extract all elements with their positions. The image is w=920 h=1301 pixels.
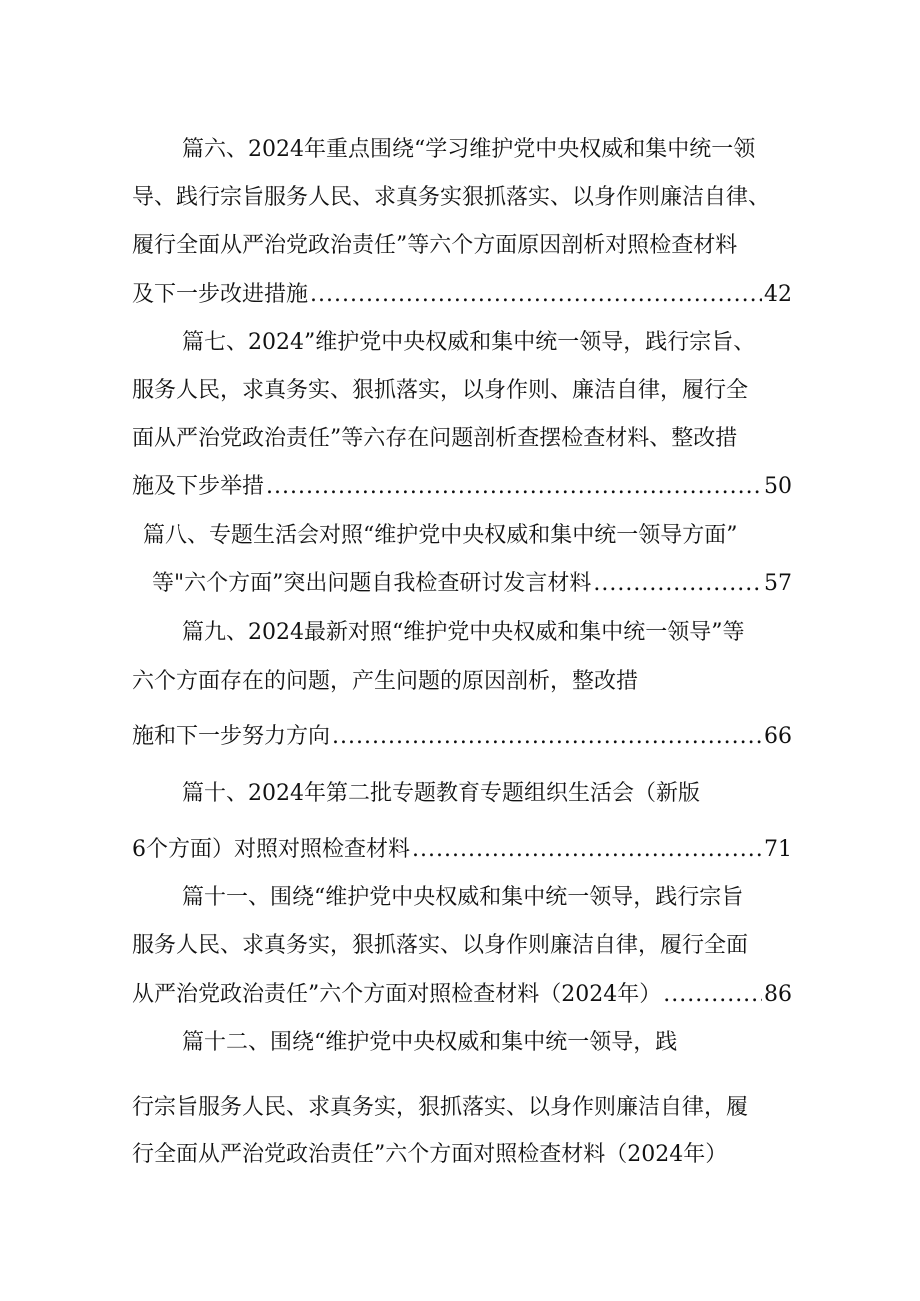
toc-entry-12-line-2: 行宗旨服务人民、求真务实，狠抓落实、以身作则廉洁自律，履 xyxy=(132,1095,749,1120)
toc-entry-6-line-2: 导、践行宗旨服务人民、求真务实狠抓落实、以身作则廉洁自律、 xyxy=(132,185,771,210)
toc-leader-dots xyxy=(412,835,762,865)
toc-leader-dots xyxy=(663,980,762,1010)
toc-entry-8-last-line[interactable] xyxy=(152,569,792,599)
toc-entry-8-last-text: 等"六个方面”突出问题自我检查研讨发言材料 xyxy=(152,571,592,596)
toc-entry-6-last-text: 及下一步改进措施 xyxy=(132,282,309,307)
toc-entry-6-line-1: 篇六、2024年重点围绕“学习维护党中央权威和集中统一领 xyxy=(182,137,756,162)
toc-entry-11-line-1: 篇十一、围绕“维护党中央权威和集中统一领导，践行宗旨 xyxy=(182,885,744,910)
toc-entry-6-last-line[interactable] xyxy=(132,280,792,310)
toc-entry-11-last-text: 从严治党政治责任”六个方面对照检查材料（2024年） xyxy=(132,982,662,1007)
toc-entry-9-last-line[interactable] xyxy=(132,722,792,752)
toc-entry-11-page-number: 86 xyxy=(764,982,792,1007)
toc-entry-9-last-text: 施和下一步努力方向 xyxy=(132,724,331,749)
toc-entry-7-last-text: 施及下步举措 xyxy=(132,474,265,499)
toc-entry-9-page-number: 66 xyxy=(764,724,792,749)
toc-entry-7-last-line[interactable] xyxy=(132,472,792,502)
toc-entry-6-page-number: 42 xyxy=(764,282,792,307)
toc-entry-6-line-3: 履行全面从严治党政治责任”等六个方面原因剖析对照检查材料 xyxy=(132,233,738,258)
toc-entry-10-line-1: 篇十、2024年第二批专题教育专题组织生活会（新版 xyxy=(182,781,700,806)
toc-leader-dots xyxy=(310,280,762,310)
toc-entry-9-line-1: 篇九、2024最新对照“维护党中央权威和集中统一领导”等 xyxy=(182,620,745,645)
toc-leader-dots xyxy=(593,569,762,599)
toc-entry-10-page-number: 71 xyxy=(764,837,792,862)
toc-entry-8-line-1: 篇八、专题生活会对照“维护党中央权威和集中统一领导方面” xyxy=(143,523,738,548)
toc-entry-9-line-2: 六个方面存在的问题，产生问题的原因剖析，整改措 xyxy=(132,669,639,694)
toc-leader-dots xyxy=(332,722,762,752)
toc-leader-dots xyxy=(266,472,762,502)
toc-entry-12-line-3: 行全面从严治党政治责任”六个方面对照检查材料（2024年） xyxy=(132,1142,728,1167)
toc-entry-11-line-2: 服务人民、求真务实，狠抓落实、以身作则廉洁自律，履行全面 xyxy=(132,933,749,958)
toc-entry-7-page-number: 50 xyxy=(764,474,792,499)
toc-entry-7-line-1: 篇七、2024”维护党中央权威和集中统一领导，践行宗旨、 xyxy=(182,330,756,355)
toc-entry-10-last-text: 6个方面）对照对照检查材料 xyxy=(132,837,410,862)
toc-entry-7-line-2: 服务人民，求真务实、狠抓落实，以身作则、廉洁自律，履行全 xyxy=(132,378,749,403)
toc-entry-12-line-1: 篇十二、围绕“维护党中央权威和集中统一领导，践 xyxy=(182,1030,678,1055)
toc-entry-10-last-line[interactable] xyxy=(132,835,792,865)
toc-entry-11-last-line[interactable] xyxy=(132,980,792,1010)
toc-entry-8-page-number: 57 xyxy=(764,571,792,596)
toc-entry-7-line-3: 面从严治党政治责任”等六存在问题剖析查摆检查材料、整改措 xyxy=(132,426,738,451)
